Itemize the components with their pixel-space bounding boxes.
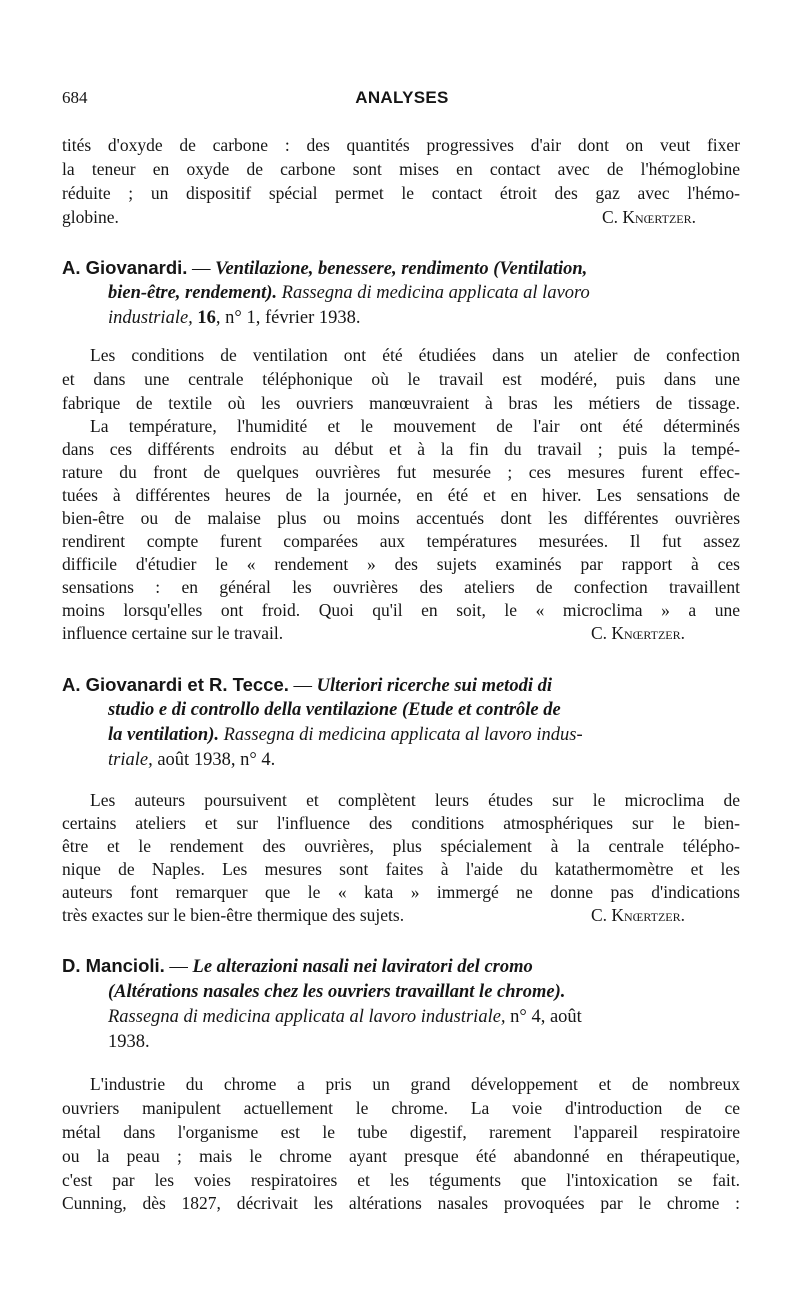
text-line-with-signature: [62, 621, 740, 645]
issue-date: août 1938, n° 4.: [152, 750, 276, 770]
text-line: être et le rendement des ouvrières, plus spécialement à la centrale télépho-: [62, 836, 740, 856]
article-title: la ventilation).: [108, 725, 219, 745]
signature: C. Knœrtzer.: [590, 623, 685, 643]
journal-name: Rassegna di medicina applicata al lavoro indus-: [219, 725, 583, 745]
text-line: c'est par les voies respiratoires et les téguments que l'intoxication se fait.: [62, 1170, 740, 1190]
author: A. Giovanardi et R. Tecce.: [62, 674, 289, 695]
volume-number: 16: [197, 308, 216, 328]
year: 1938.: [108, 1032, 150, 1052]
text-line: L'industrie du chrome a pris un grand développement et de nombreux: [90, 1074, 740, 1094]
text-line: La température, l'humidité et le mouvement de l'air ont été déterminés: [90, 416, 740, 436]
text-line-with-signature: [62, 903, 740, 927]
text-line: tités d'oxyde de carbone : des quantités progressives d'air dont on veut fixer: [62, 135, 740, 155]
abstract-heading-line: [108, 281, 740, 305]
text-line: métal dans l'organisme est le tube digestif, rarement l'appareil respiratoire: [62, 1122, 740, 1142]
text-end: influence certaine sur le travail.: [62, 623, 284, 643]
text-line: rature du front de quelques ouvrières fut mesurée ; ces mesures furent effec-: [62, 462, 740, 482]
text-line: certains ateliers et sur l'influence des conditions atmosphériques sur le bien-: [62, 813, 740, 833]
page-header: [62, 88, 742, 112]
dash: —: [288, 676, 317, 696]
article-title: Le alterazioni nasali nei laviratori del cromo: [192, 957, 533, 977]
abstract-heading-line: [108, 980, 740, 1004]
text-line: bien-être ou de malaise plus ou moins accentués dont les différentes ouvrières: [62, 508, 740, 528]
abstract-heading-line: [62, 673, 740, 697]
article-title: Ulteriori ricerche sui metodi di: [316, 676, 552, 696]
journal-name: Rassegna di medicina applicata al lavoro industriale,: [108, 1007, 506, 1027]
article-title: (Altérations nasales chez les ouvriers travaillant le chrome).: [108, 982, 566, 1002]
text-line: difficile d'étudier le « rendement » des sujets examinés par rapport à ces: [62, 554, 740, 574]
text-line: tuées à différentes heures de la journée, en été et en hiver. Les sensations de: [62, 485, 740, 505]
text-line: la teneur en oxyde de carbone sont mises en contact avec de l'hémoglobine: [62, 159, 740, 179]
abstract-heading-line: [62, 256, 740, 280]
abstract-heading-line: [108, 306, 740, 330]
text-line: ou la peau ; mais le chrome ayant presque été abandonné en thérapeutique,: [62, 1146, 740, 1166]
author: A. Giovanardi.: [62, 257, 188, 278]
abstract-heading-line: [62, 954, 740, 978]
text-line: Les conditions de ventilation ont été étudiées dans un atelier de confection: [90, 345, 740, 365]
article-title: Ventilazione, benessere, rendimento (Ventilation,: [215, 259, 588, 279]
text-line: ouvriers manipulent actuellement le chrome. La voie d'introduction de ce: [62, 1098, 740, 1118]
text-line: réduite ; un dispositif spécial permet le contact étroit des gaz avec l'hémo-: [62, 183, 740, 203]
abstract-heading-line: [108, 698, 740, 722]
author: D. Mancioli.: [62, 955, 165, 976]
abstract-heading-line: [108, 1005, 740, 1029]
dash: —: [164, 957, 193, 977]
issue-date: n° 4, août: [505, 1007, 582, 1027]
text-line: fabrique de textile où les ouvriers manœuvraient à bras les métiers de tissage.: [62, 393, 740, 413]
running-title: ANALYSES: [355, 88, 449, 107]
signature: C. Knœrtzer.: [590, 905, 685, 925]
abstract-heading-line: [108, 748, 740, 772]
article-title: bien-être, rendement).: [108, 283, 278, 303]
article-title: studio e di controllo della ventilazione (Etude et contrôle de: [108, 700, 561, 720]
abstract-heading-line: [108, 1030, 740, 1054]
dash: —: [187, 259, 216, 279]
journal-name: triale,: [108, 750, 153, 770]
text-line: et dans une centrale téléphonique où le travail est modéré, puis dans une: [62, 369, 740, 389]
text-line: sensations : en général les ouvrières des ateliers de confection travaillent: [62, 577, 740, 597]
abstract-heading-line: [108, 723, 740, 747]
text-line: dans ces différents endroits au début et à la fin du travail ; puis la tempé-: [62, 439, 740, 459]
text-line-with-signature: [62, 205, 740, 229]
text-line: Les auteurs poursuivent et complètent leurs études sur le microclima de: [90, 790, 740, 810]
journal-name: industriale,: [108, 308, 193, 328]
text-line: nique de Naples. Les mesures sont faites à l'aide du katathermomètre et les: [62, 859, 740, 879]
text-line: rendirent compte furent comparées aux températures mesurées. Il fut assez: [62, 531, 740, 551]
text-line: auteurs font remarquer que le « kata » immergé ne donne pas d'indications: [62, 882, 740, 902]
text-end: très exactes sur le bien-être thermique des sujets.: [62, 905, 405, 925]
journal-name: Rassegna di medicina applicata al lavoro: [277, 283, 590, 303]
page-number: 684: [62, 88, 88, 107]
text-line: moins lorsqu'elles ont froid. Quoi qu'il en soit, le « microclima » a une: [62, 600, 740, 620]
text-line: Cunning, dès 1827, décrivait les altérations nasales provoquées par le chrome :: [62, 1193, 740, 1213]
text-end: globine.: [62, 207, 119, 227]
issue-date: , n° 1, février 1938.: [215, 308, 361, 328]
signature: C. Knœrtzer.: [601, 207, 696, 227]
